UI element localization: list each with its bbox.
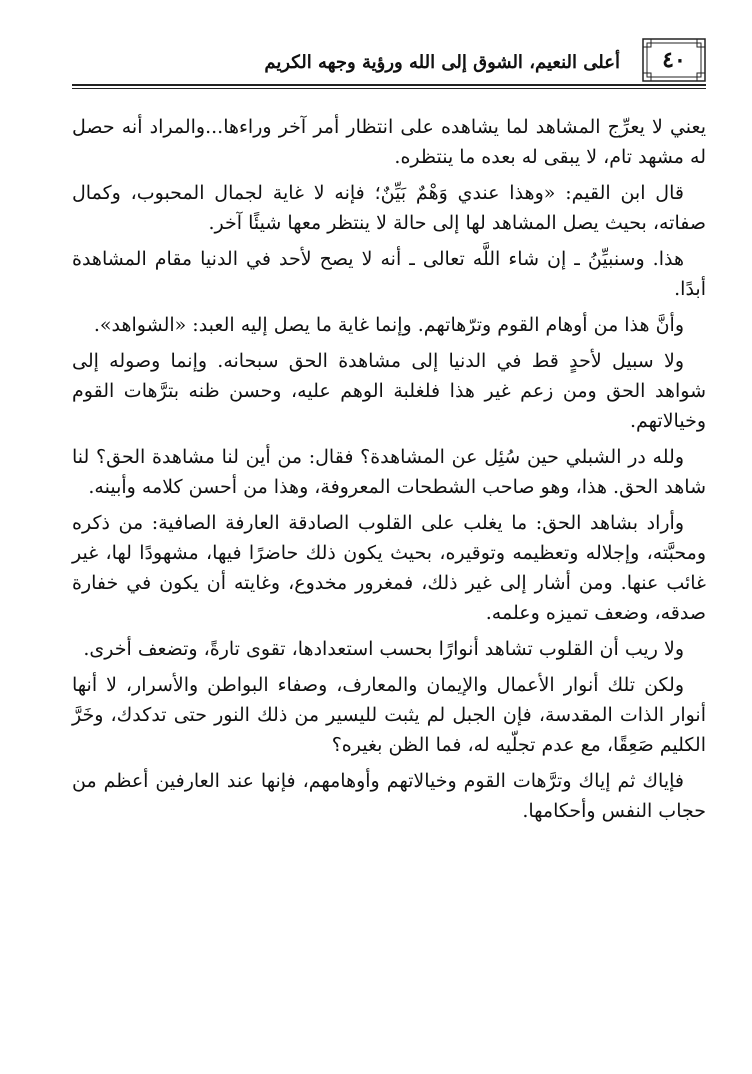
page-number-frame (642, 38, 706, 82)
paragraph: هذا. وسنبيِّنُ ـ إن شاء اللَّه تعالى ـ أنه لا يصح لأحد في الدنيا مقام المشاهدة أبدًا. (72, 248, 706, 300)
header-rule-thin (72, 88, 706, 89)
header-rule (72, 84, 706, 86)
paragraph: ولا سبيل لأحدٍ قط في الدنيا إلى مشاهدة الحق سبحانه. وإنما وصوله إلى شواهد الحق ومن زعم غير هذا فلغلبة الوهم عليه، وحسن ظنه بترَّهات القوم وخيالاتهم. (72, 350, 706, 432)
body-text (72, 112, 706, 832)
page-header (72, 38, 706, 92)
paragraph: وأراد بشاهد الحق: ما يغلب على القلوب الصادقة العارفة الصافية: من ذكره ومحبَّته، وإجلاله وتعظيمه وتوقيره، بحيث يكون ذلك حاضرًا فيها، مشهودًا لها، غير غائب عنها. ومن أشار إلى غير ذلك، فمغرور مخدوع، وغايته أن يكون في خفارة صدقه، وضعف تميزه وعلمه. (72, 512, 706, 624)
running-title: أعلى النعيم، الشوق إلى الله ورؤية وجهه الكريم (264, 52, 620, 73)
paragraph: يعني لا يعرِّج المشاهد لما يشاهده على انتظار أمر آخر وراءها...والمراد أنه حصل له مشهد تام، لا يبقى له بعده ما ينتظره. (72, 116, 706, 168)
paragraph: ولله در الشبلي حين سُئِل عن المشاهدة؟ فقال: من أين لنا مشاهدة الحق؟ لنا شاهد الحق. هذا، وهو صاحب الشطحات المعروفة، وهذا من أحسن كلامه وأبينه. (72, 446, 706, 498)
paragraph: فإياك ثم إياك وترَّهات القوم وخيالاتهم وأوهامهم، فإنها عند العارفين أعظم من حجاب النفس وأحكامها. (72, 770, 706, 822)
paragraph: وأنَّ هذا من أوهام القوم وترّهاتهم. وإنما غاية ما يصل إليه العبد: «الشواهد». (93, 314, 684, 336)
paragraph: ولكن تلك أنوار الأعمال والإيمان والمعارف، وصفاء البواطن والأسرار، لا أنها أنوار الذات المقدسة، فإن الجبل لم يثبت لليسير من ذلك النور حتى تدكدك، وخَرَّ الكليم صَعِقًا، مع عدم تجلّيه له، فما الظن بغيره؟ (72, 674, 706, 756)
paragraph: قال ابن القيم: «وهذا عندي وَهْمٌ بَيِّنٌ؛ فإنه لا غاية لجمال المحبوب، وكمال صفاته، بحيث يصل المشاهد لها إلى حالة لا ينتظر معها شيئًا آخر. (72, 182, 706, 234)
paragraph: ولا ريب أن القلوب تشاهد أنوارًا بحسب استعدادها، تقوى تارةً، وتضعف أخرى. (83, 638, 684, 660)
page-number: ٤٠ (662, 47, 686, 73)
